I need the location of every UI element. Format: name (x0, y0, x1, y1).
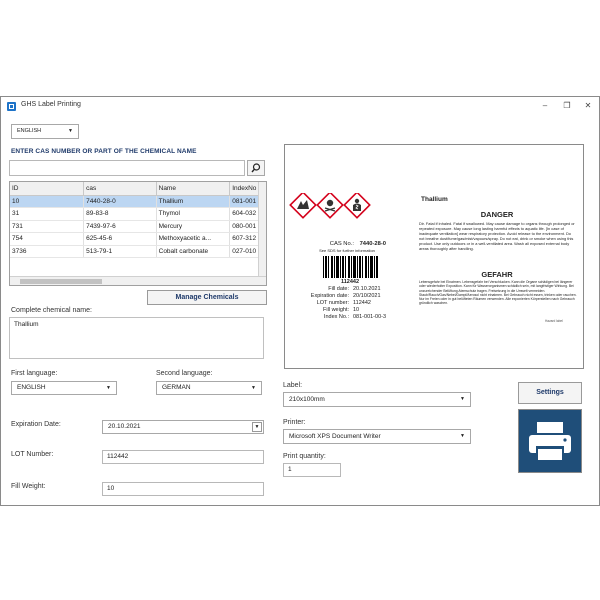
search-input[interactable] (9, 160, 245, 176)
column-header[interactable]: cas (84, 182, 157, 195)
detail-labels (289, 286, 349, 321)
table-cell: 7440-28-0 (84, 195, 157, 208)
cas-value: 7440-28-0 (359, 241, 386, 247)
first-language-label: First language: (11, 370, 58, 377)
signal-word-de: GEFAHR (481, 270, 513, 279)
label-size-select[interactable] (283, 392, 471, 407)
fill-date-value: 20.10.2021 (353, 286, 381, 292)
hazard-text-en: Dir. Fatal if inhaled. Fatal if swallowed. May cause damage to organs through prolonged or repeated exposure. May cause long lasting harmful effects to aquatic life. [In case of inadequate ventilation] wear respiratory protection. Avoid release to the environment. Do not breathe dust/fume/gas/mist/vapours/spray. Do not eat, drink or smoke when using this product. Use only outdoors or in a well-ventilated area. Wash all exposed external body areas thoroughly after handling. (419, 221, 575, 251)
cas-label: CAS No.: (329, 241, 354, 247)
chevron-down-icon: ▼ (106, 385, 111, 391)
table-cell: 027-010 (230, 245, 266, 258)
index-value: 081-001-00-3 (353, 314, 387, 320)
expiration-date-label: Expiration date: (310, 293, 349, 299)
table-row[interactable] (10, 220, 266, 233)
product-name: Thallium (421, 196, 448, 203)
table-header (10, 182, 266, 195)
second-language-value: GERMAN (162, 384, 191, 391)
table-row[interactable] (10, 208, 266, 221)
printer-label: Printer: (283, 419, 306, 426)
table-horizontal-scrollbar[interactable] (10, 276, 266, 285)
fill-weight-label-preview: Fill weight: (323, 307, 349, 313)
lot-number-value: 112442 (353, 300, 371, 306)
barcode (321, 255, 379, 279)
table-cell: 3736 (10, 245, 84, 258)
minimize-button[interactable]: – (542, 101, 548, 110)
printer-value: Microsoft XPS Document Writer (289, 433, 381, 440)
print-button[interactable] (518, 409, 582, 473)
table-row[interactable] (10, 233, 266, 246)
column-header[interactable]: ID (10, 182, 84, 195)
label-footer: Hazard label (545, 319, 563, 323)
table-row[interactable] (10, 195, 266, 208)
ghs-skull-icon (317, 193, 342, 218)
table-cell: Thallium (156, 195, 230, 208)
ui-language-value: ENGLISH (17, 128, 42, 134)
column-header[interactable]: Name (156, 182, 230, 195)
chevron-down-icon: ▼ (68, 128, 73, 134)
fill-weight-value: 10 (353, 307, 360, 313)
second-language-select[interactable] (156, 381, 262, 395)
table-cell: 607-312 (230, 233, 266, 246)
manage-chemicals-button[interactable]: Manage Chemicals (147, 290, 267, 305)
label-preview (284, 144, 584, 369)
ghs-pictograms (289, 193, 371, 223)
fill-weight-label: Fill Weight: (11, 483, 46, 490)
table-cell: 081-001 (230, 195, 266, 208)
print-quantity-label: Print quantity: (283, 453, 326, 460)
table-cell: 080-001 (230, 220, 266, 233)
second-language-label: Second language: (156, 370, 213, 377)
printer-icon (519, 410, 581, 472)
signal-word-en: DANGER (480, 210, 514, 219)
ghs-health-hazard-icon (344, 193, 369, 218)
chevron-down-icon: ▼ (251, 385, 256, 391)
expiration-label: Expiration Date: (11, 421, 61, 428)
table-cell: 754 (10, 233, 84, 246)
search-button[interactable] (247, 160, 265, 176)
maximize-button[interactable]: ❐ (563, 101, 571, 110)
lot-number-field[interactable]: 112442 (102, 450, 264, 464)
first-language-value: ENGLISH (17, 384, 46, 391)
table-cell: 625-45-6 (84, 233, 157, 246)
expiration-date-picker[interactable] (102, 420, 264, 434)
lot-number-label: LOT number: (316, 300, 349, 306)
search-heading: ENTER CAS NUMBER OR PART OF THE CHEMICAL NAME (11, 148, 197, 155)
chemicals-table[interactable] (9, 181, 267, 286)
app-window (0, 96, 600, 506)
table-cell: 31 (10, 208, 84, 221)
expiration-value: 20.10.2021 (108, 423, 141, 430)
cas-block (310, 241, 386, 248)
chevron-down-icon: ▼ (460, 433, 465, 439)
close-button[interactable]: ✕ (584, 101, 592, 110)
sds-note: See SDS for further information (319, 248, 375, 253)
table-cell: 7439-97-6 (84, 220, 157, 233)
search-icon (248, 161, 264, 175)
lot-label: LOT Number: (11, 451, 54, 458)
table-cell: Thymol (156, 208, 230, 221)
chevron-down-icon: ▼ (460, 396, 465, 402)
index-label: Index No.: (323, 314, 349, 320)
barcode-number: 112442 (340, 279, 360, 285)
label-size-value: 210x100mm (289, 396, 325, 403)
table-cell: 89-83-8 (84, 208, 157, 221)
table-cell: 10 (10, 195, 84, 208)
title-bar (1, 97, 599, 117)
ghs-environment-icon (290, 193, 315, 218)
scroll-thumb[interactable] (20, 279, 102, 284)
expiration-date-value: 20/10/2021 (353, 293, 381, 299)
settings-button[interactable]: Settings (518, 382, 582, 404)
hazard-text-de: Lebensgefahr bei Einatmen. Lebensgefahr bei Verschlucken. Kann die Organe schädigen bei längerer oder wiederholter Exposition. Kann für Wasserorganismen schädlich sein, mit langfristiger Wirkung. Bei unzureichender Belüftung Atemschutz tragen. Freisetzung in die Umwelt vermeiden. Staub/Rauch/Gas/Nebel/Dampf/Aerosol nicht einatmen. Bei Gebrauch nicht essen, trinken oder rauchen. Nur im Freien oder in gut belüfteten Räumen verwenden. Alle exponierten Körperstellen nach Gebrauch gründlich waschen. (419, 280, 577, 306)
complete-name-label: Complete chemical name: (11, 307, 92, 314)
table-cell: Methoxyacetic a... (156, 233, 230, 246)
print-quantity-field[interactable]: 1 (283, 463, 341, 477)
printer-select[interactable] (283, 429, 471, 444)
column-header[interactable]: IndexNo (230, 182, 266, 195)
detail-values (353, 286, 413, 321)
calendar-dropdown-icon: ▼ (252, 422, 262, 432)
table-cell: 604-032 (230, 208, 266, 221)
first-language-select[interactable] (11, 381, 117, 395)
complete-name-field[interactable]: Thallium (9, 317, 264, 359)
table-vertical-scrollbar[interactable] (258, 182, 266, 285)
app-icon (7, 102, 16, 111)
table-cell: Cobalt carbonate (156, 245, 230, 258)
table-cell: Mercury (156, 220, 230, 233)
ui-language-select[interactable] (11, 124, 79, 139)
table-cell: 513-79-1 (84, 245, 157, 258)
table-cell: 731 (10, 220, 84, 233)
label-size-label: Label: (283, 382, 303, 389)
fill-weight-field[interactable]: 10 (102, 482, 264, 496)
fill-date-label: Fill date: (328, 286, 349, 292)
window-title: GHS Label Printing (21, 101, 81, 108)
table-row[interactable] (10, 245, 266, 258)
